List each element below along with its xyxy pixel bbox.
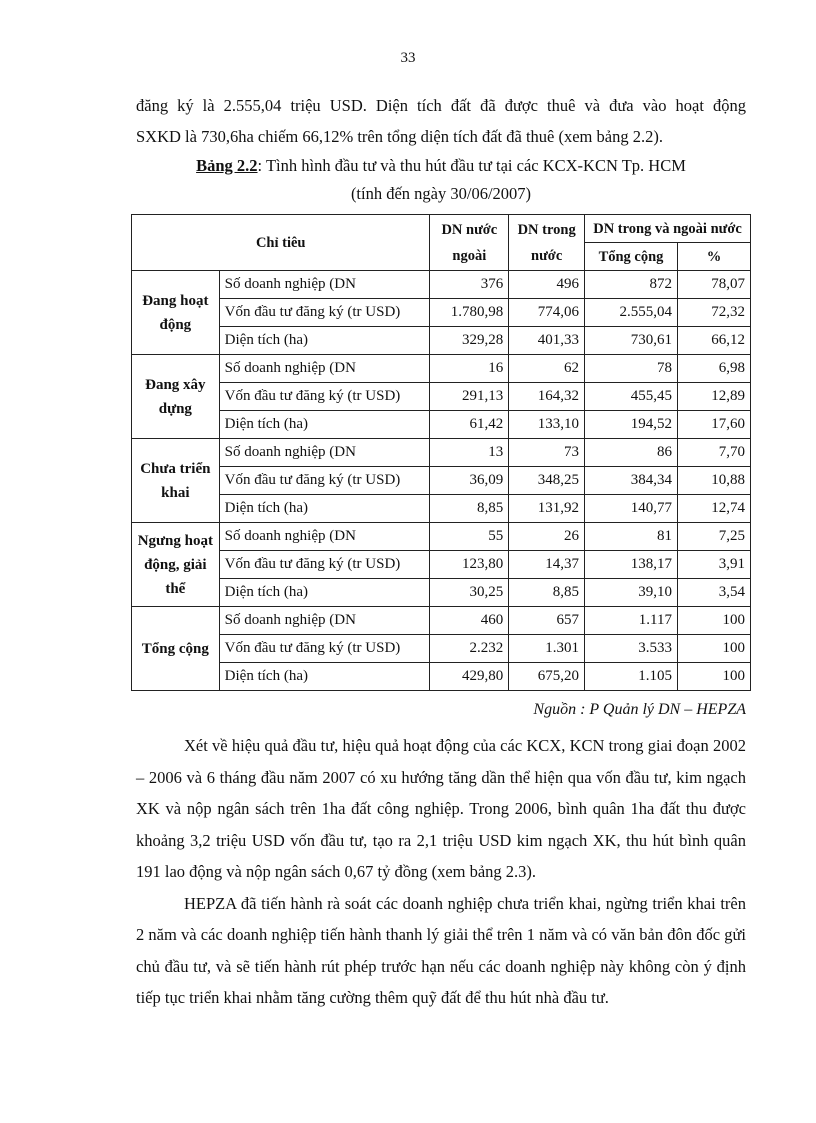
foreign-cell: 291,13: [430, 383, 509, 411]
percent-cell: 17,60: [677, 411, 750, 439]
domestic-cell: 131,92: [509, 495, 585, 523]
table-row: [132, 383, 751, 411]
foreign-cell: 8,85: [430, 495, 509, 523]
table-row: [132, 411, 751, 439]
header-total: Tổng cộng: [585, 243, 678, 271]
total-cell: 86: [585, 439, 678, 467]
indicator-cell: Số doanh nghiệp (DN: [219, 523, 430, 551]
domestic-cell: 496: [509, 271, 585, 299]
header-foreign: DN nước ngoài: [430, 215, 509, 271]
indicator-cell: Vốn đầu tư đăng ký (tr USD): [219, 299, 430, 327]
indicator-cell: Diện tích (ha): [219, 327, 430, 355]
domestic-cell: 8,85: [509, 579, 585, 607]
foreign-cell: 123,80: [430, 551, 509, 579]
foreign-cell: 376: [430, 271, 509, 299]
indicator-cell: Diện tích (ha): [219, 663, 430, 691]
header-indicator: Chỉ tiêu: [132, 215, 430, 271]
table-row: [132, 551, 751, 579]
domestic-cell: 164,32: [509, 383, 585, 411]
total-cell: 138,17: [585, 551, 678, 579]
table-row: [132, 663, 751, 691]
domestic-cell: 774,06: [509, 299, 585, 327]
table-row: [132, 495, 751, 523]
domestic-cell: 1.301: [509, 635, 585, 663]
percent-cell: 72,32: [677, 299, 750, 327]
group-label: Đang xây dựng: [132, 355, 220, 439]
percent-cell: 100: [677, 635, 750, 663]
percent-cell: 100: [677, 663, 750, 691]
foreign-cell: 13: [430, 439, 509, 467]
indicator-cell: Vốn đầu tư đăng ký (tr USD): [219, 635, 430, 663]
foreign-cell: 429,80: [430, 663, 509, 691]
paragraph-2: HEPZA đã tiến hành rà soát các doanh nghiệp chưa triển khai, ngừng triển khai trên 2 năm và các doanh nghiệp tiến hành thanh lý giải thể trên 1 năm và có văn bản đôn đốc gửi chủ đầu tư, và sẽ tiến hành rút phép trước hạn nếu các doanh nghiệp này không còn ý định tiếp tục triển khai nhằm tăng cường thêm quỹ đất để thu hút nhà đầu tư.: [136, 893, 746, 1007]
table-body: [132, 271, 751, 691]
domestic-cell: 26: [509, 523, 585, 551]
percent-cell: 3,91: [677, 551, 750, 579]
header-percent: %: [677, 243, 750, 271]
domestic-cell: 14,37: [509, 551, 585, 579]
header-both: DN trong và ngoài nước: [585, 215, 751, 243]
domestic-cell: 657: [509, 607, 585, 635]
table-row: [132, 439, 751, 467]
foreign-cell: 1.780,98: [430, 299, 509, 327]
indicator-cell: Vốn đầu tư đăng ký (tr USD): [219, 383, 430, 411]
foreign-cell: 460: [430, 607, 509, 635]
table-row: [132, 271, 751, 299]
percent-cell: 6,98: [677, 355, 750, 383]
domestic-cell: 401,33: [509, 327, 585, 355]
percent-cell: 78,07: [677, 271, 750, 299]
total-cell: 730,61: [585, 327, 678, 355]
total-cell: 140,77: [585, 495, 678, 523]
total-cell: 194,52: [585, 411, 678, 439]
group-label: Ngưng hoạt động, giải thể: [132, 523, 220, 607]
foreign-cell: 16: [430, 355, 509, 383]
indicator-cell: Số doanh nghiệp (DN: [219, 271, 430, 299]
foreign-cell: 30,25: [430, 579, 509, 607]
intro-paragraph: [136, 90, 746, 152]
body-text: [136, 730, 746, 1014]
table-row: [132, 299, 751, 327]
table-caption: [136, 152, 746, 208]
foreign-cell: 36,09: [430, 467, 509, 495]
total-cell: 1.105: [585, 663, 678, 691]
paragraph-1: Xét về hiệu quả đầu tư, hiệu quả hoạt động của các KCX, KCN trong giai đoạn 2002 – 2006 và 6 tháng đầu năm 2007 có xu hướng tăng dần thể hiện qua vốn đầu tư, kim ngạch XK và nộp ngân sách trên 1ha đất công nghiệp. Trong 2006, bình quân 1ha đất thu được khoảng 3,2 triệu USD vốn đầu tư, tạo ra 2,1 triệu USD kim ngạch XK, thu hút bình quân 191 lao động và nộp ngân sách 0,67 tỷ đồng (xem bảng 2.3).: [136, 736, 746, 881]
percent-cell: 7,25: [677, 523, 750, 551]
percent-cell: 66,12: [677, 327, 750, 355]
indicator-cell: Diện tích (ha): [219, 579, 430, 607]
domestic-cell: 62: [509, 355, 585, 383]
domestic-cell: 73: [509, 439, 585, 467]
header-domestic: DN trong nước: [509, 215, 585, 271]
group-label: Đang hoạt động: [132, 271, 220, 355]
caption-subtitle: (tính đến ngày 30/06/2007): [350, 184, 532, 203]
percent-cell: 7,70: [677, 439, 750, 467]
total-cell: 872: [585, 271, 678, 299]
total-cell: 3.533: [585, 635, 678, 663]
table-row: [132, 327, 751, 355]
table-row: [132, 635, 751, 663]
indicator-cell: Số doanh nghiệp (DN: [219, 355, 430, 383]
indicator-cell: Vốn đầu tư đăng ký (tr USD): [219, 467, 430, 495]
total-cell: 78: [585, 355, 678, 383]
group-label: Chưa triển khai: [132, 439, 220, 523]
total-cell: 2.555,04: [585, 299, 678, 327]
total-cell: 455,45: [585, 383, 678, 411]
foreign-cell: 61,42: [430, 411, 509, 439]
percent-cell: 100: [677, 607, 750, 635]
indicator-cell: Vốn đầu tư đăng ký (tr USD): [219, 551, 430, 579]
total-cell: 1.117: [585, 607, 678, 635]
table-row: [132, 355, 751, 383]
indicator-cell: Diện tích (ha): [219, 495, 430, 523]
percent-cell: 3,54: [677, 579, 750, 607]
domestic-cell: 675,20: [509, 663, 585, 691]
domestic-cell: 348,25: [509, 467, 585, 495]
table-row: [132, 467, 751, 495]
page-number: 33: [400, 50, 416, 66]
caption-label: Bảng 2.2: [196, 156, 258, 175]
percent-cell: 12,74: [677, 495, 750, 523]
table-row: [132, 607, 751, 635]
caption-title: : Tình hình đầu tư và thu hút đầu tư tại các KCX-KCN Tp. HCM: [257, 156, 686, 175]
caption-title-line: [136, 152, 746, 180]
investment-table: [131, 214, 751, 691]
intro-line-2: SXKD là 730,6ha chiếm 66,12% trên tổng diện tích đất đã thuê (xem bảng 2.2).: [136, 127, 663, 146]
total-cell: 81: [585, 523, 678, 551]
indicator-cell: Số doanh nghiệp (DN: [219, 439, 430, 467]
indicator-cell: Số doanh nghiệp (DN: [219, 607, 430, 635]
source-note: Nguồn : P Quản lý DN – HEPZA: [533, 701, 746, 718]
percent-cell: 12,89: [677, 383, 750, 411]
group-label: Tổng cộng: [132, 607, 220, 691]
foreign-cell: 55: [430, 523, 509, 551]
intro-line-1: đăng ký là 2.555,04 triệu USD. Diện tích đất đã được thuê và đưa vào hoạt động: [136, 96, 746, 115]
percent-cell: 10,88: [677, 467, 750, 495]
total-cell: 384,34: [585, 467, 678, 495]
foreign-cell: 2.232: [430, 635, 509, 663]
domestic-cell: 133,10: [509, 411, 585, 439]
indicator-cell: Diện tích (ha): [219, 411, 430, 439]
foreign-cell: 329,28: [430, 327, 509, 355]
table-row: [132, 579, 751, 607]
table-row: [132, 523, 751, 551]
total-cell: 39,10: [585, 579, 678, 607]
